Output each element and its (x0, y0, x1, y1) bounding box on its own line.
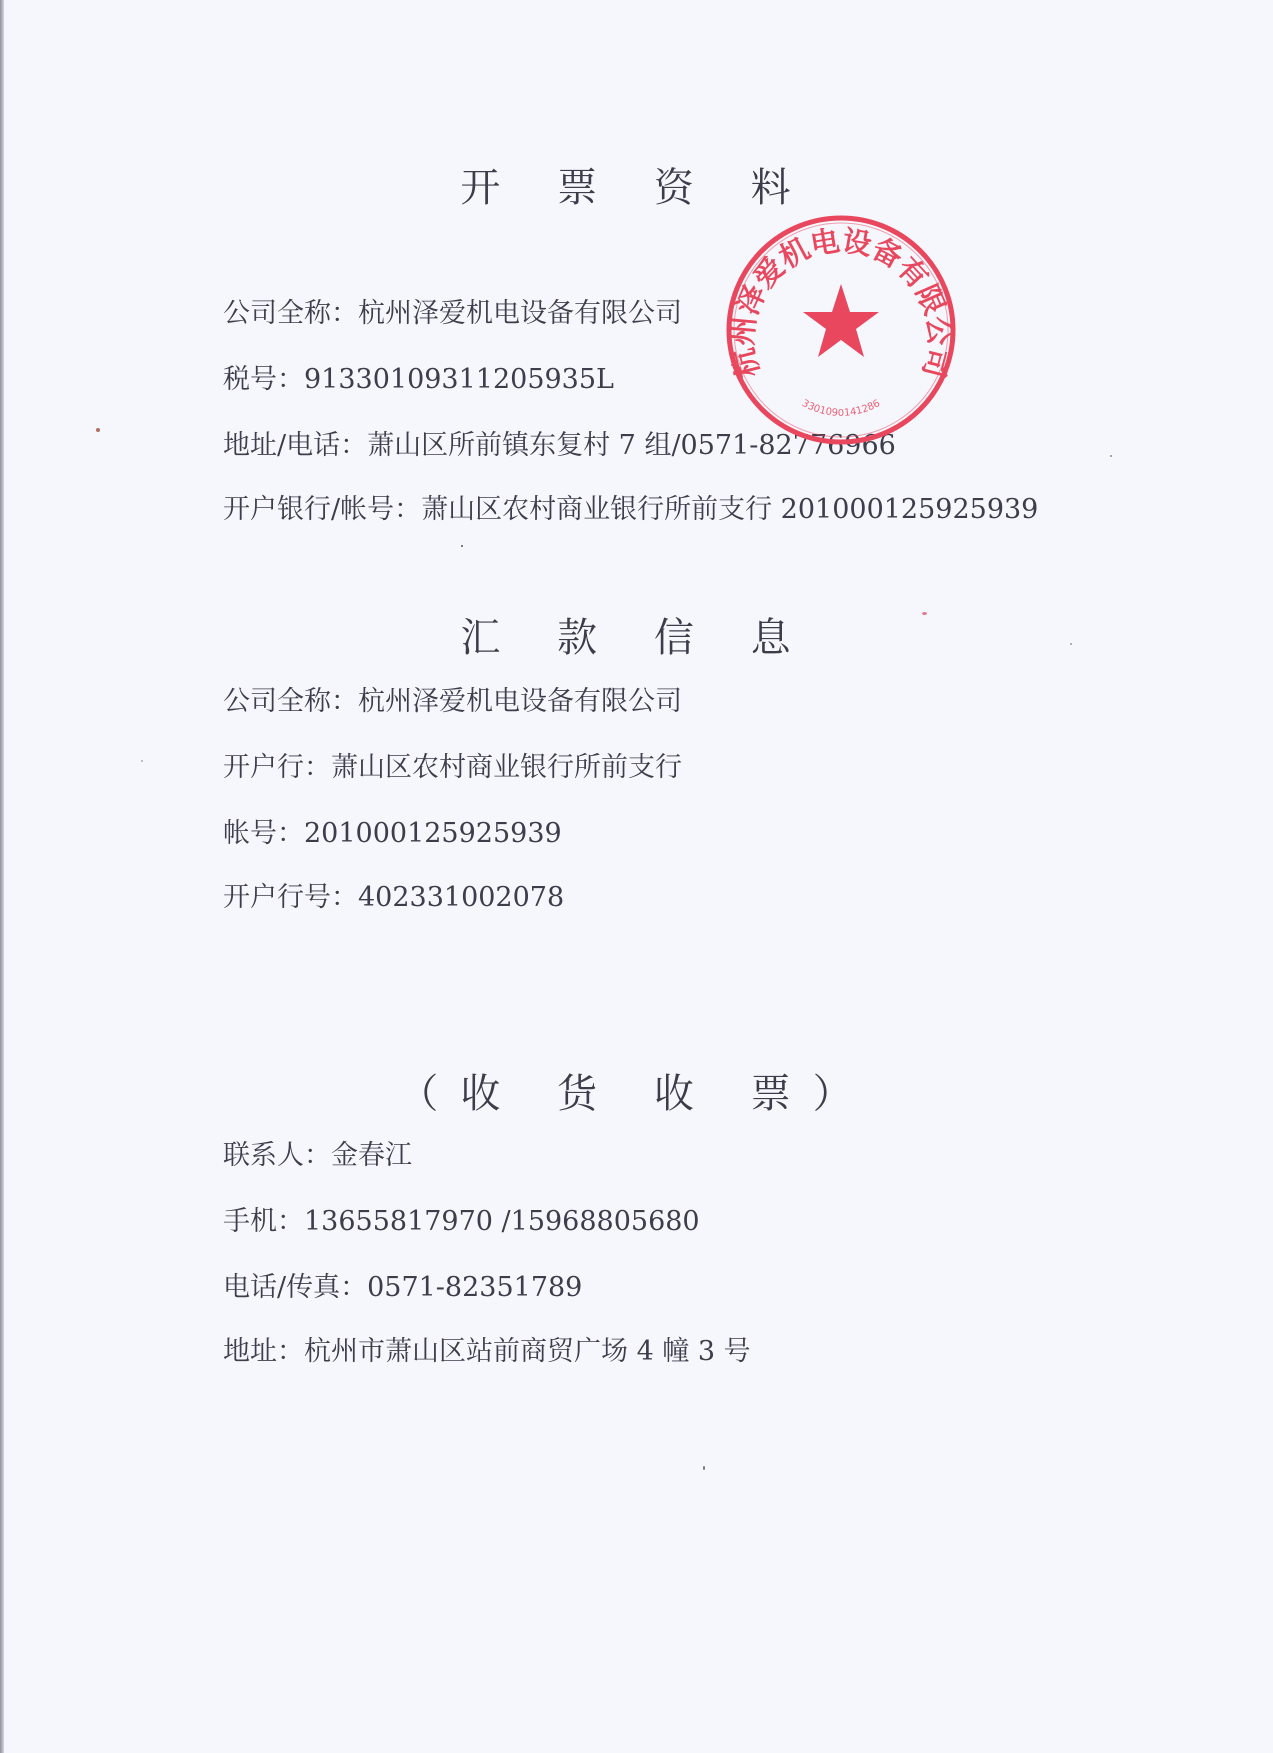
remittance-bank-code: 开户行号：402331002078 (223, 882, 565, 913)
receiving-contact: 联系人：金春江 (223, 1140, 412, 1171)
invoice-info-title: 开 票 资 料 (460, 165, 813, 211)
scan-speck (703, 1466, 705, 1470)
scan-speck (1070, 643, 1072, 645)
receiving-mobile: 手机：13655817970 /15968805680 (223, 1206, 700, 1237)
seal-number-text: 3301090141286 (799, 398, 883, 419)
scan-edge (0, 0, 4, 1753)
scan-speck (1110, 455, 1112, 457)
receiving-info-title: （收 货 收 票） (398, 1071, 875, 1117)
company-seal (723, 212, 959, 448)
seal-star-icon (803, 284, 879, 357)
scan-speck (461, 545, 463, 547)
receiving-phone-fax: 电话/传真：0571-82351789 (223, 1272, 583, 1303)
remittance-company-name: 公司全称：杭州泽爱机电设备有限公司 (223, 686, 682, 717)
remittance-info-title: 汇 款 信 息 (460, 615, 813, 661)
receiving-address: 地址：杭州市萧山区站前商贸广场 4 幢 3 号 (223, 1336, 751, 1367)
scan-speck (922, 612, 927, 615)
scan-speck (96, 428, 100, 432)
remittance-account: 帐号：201000125925939 (223, 818, 562, 849)
invoice-bank-account: 开户银行/帐号：萧山区农村商业银行所前支行 201000125925939 (223, 494, 1039, 525)
seal-company-text: 杭州泽爱机电设备有限公司 (725, 223, 957, 382)
invoice-company-name: 公司全称：杭州泽爱机电设备有限公司 (223, 298, 682, 329)
remittance-bank: 开户行：萧山区农村商业银行所前支行 (223, 752, 682, 783)
scan-speck (141, 760, 143, 762)
invoice-tax-id: 税号：91330109311205935L (223, 364, 614, 395)
invoice-address-phone: 地址/电话：萧山区所前镇东复村 7 组/0571-82776966 (223, 430, 896, 461)
